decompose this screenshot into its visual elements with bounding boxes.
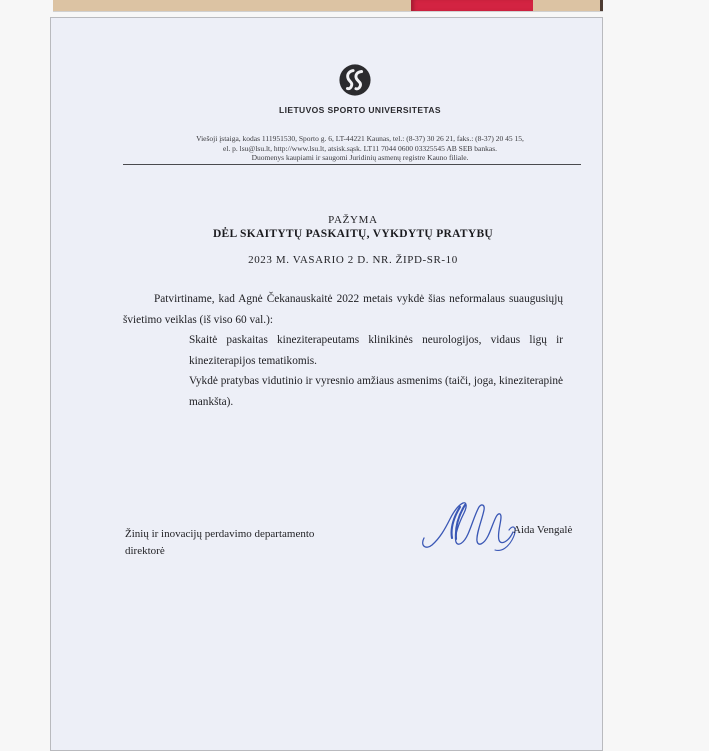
- address-line: el. p. lsu@lsu.lt, http://www.lsu.lt, atsisk.sąsk. LT11 7044 0600 03325545 AB SEB bankas.: [223, 143, 497, 153]
- lsu-monogram-icon: [338, 63, 372, 97]
- signature-ink-icon: [419, 496, 521, 560]
- document-date-line: 2023 M. VASARIO 2 D. NR. ŽIPD-SR-10: [248, 254, 458, 266]
- signatory-name: Aida Vengalė: [513, 524, 573, 536]
- document-body: [123, 289, 563, 413]
- address-line: Duomenys kaupiami ir saugomi Juridinių asmenų registre Kauno filiale.: [251, 153, 469, 163]
- header-divider: [123, 164, 581, 165]
- signatory-title-line: direktorė: [125, 544, 165, 557]
- address-block: [110, 134, 610, 163]
- photo-strip-dark-edge: [600, 0, 603, 11]
- photo-strip-red-area: [411, 0, 533, 11]
- document-type-title: PAŽYMA: [328, 214, 378, 226]
- address-line: Viešoji įstaiga, kodas 111951530, Sporto g. 6, LT-44221 Kaunas, tel.: (8-37) 30 26 21, faks.: (8-37) 20 45 15,: [196, 134, 524, 143]
- photo-strip-thumbnail: [53, 0, 603, 12]
- body-item-exercises: Vykdė pratybas vidutinio ir vyresnio amžiaus asmenims (taiči, joga, kineziterapinė mankšta).: [189, 375, 563, 408]
- body-item-lectures: Skaitė paskaitas kineziterapeutams klinikinės neurologijos, vidaus ligų ir kineziterapijos tematikomis.: [189, 334, 563, 367]
- signatory-title-line: Žinių ir inovacijų perdavimo departamento: [125, 528, 315, 540]
- document-page: [50, 17, 603, 751]
- body-intro-paragraph: Patvirtiname, kad Agnė Čekanauskaitė 2022 metais vykdė šias neformalaus suaugusiųjų švietimo veiklas (iš viso 60 val.):: [123, 293, 563, 326]
- university-name: LIETUVOS SPORTO UNIVERSITETAS: [279, 105, 441, 115]
- signatory-title: [125, 526, 314, 559]
- document-subject-title: DĖL SKAITYTŲ PASKAITŲ, VYKDYTŲ PRATYBŲ: [212, 228, 494, 240]
